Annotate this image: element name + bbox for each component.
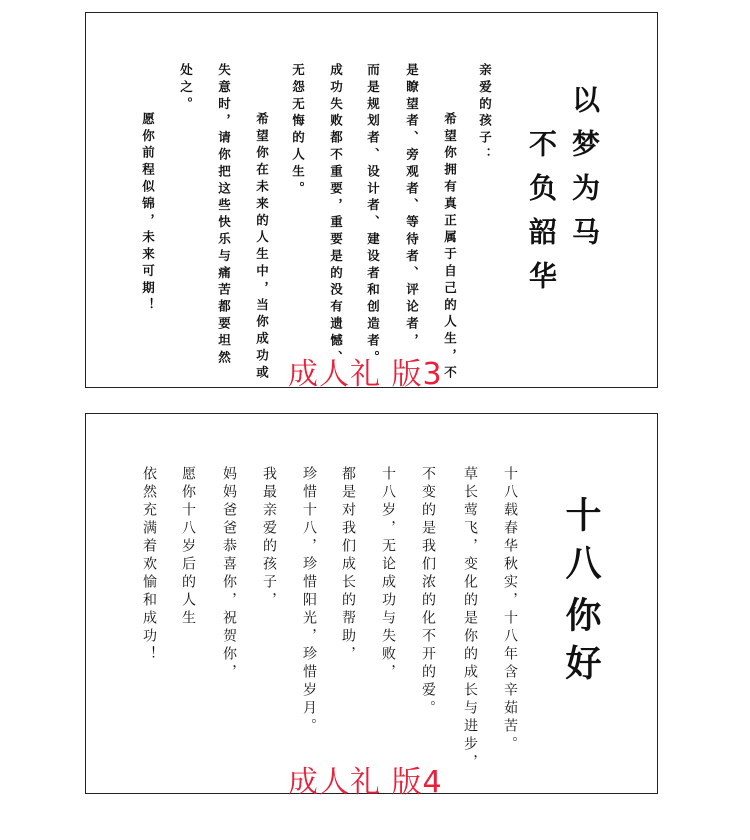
- card3-line-9: 处之。: [178, 63, 194, 114]
- card3-line-1: 亲爱的孩子：: [477, 63, 493, 165]
- card3-title-line1: 以梦为马: [568, 85, 601, 261]
- card-version-4: [85, 413, 658, 800]
- card4-version-label: 成人礼 版4: [288, 765, 443, 800]
- card4-line-2: 草长莺飞，变化的是你的成长与进步，: [462, 466, 478, 772]
- card3-line-8: 失意时，请你把这些快乐与痛苦都要坦然: [216, 63, 232, 368]
- card3-line-10: 愿你前程似锦，未来可期！: [140, 95, 156, 315]
- card3-line-2: 希望你拥有真正属于自己的人生，不: [442, 95, 458, 383]
- card4-title-line1: 十八: [560, 496, 601, 592]
- card4-line-10: 依然充满着欢愉和成功！: [141, 466, 157, 664]
- card3-title-line2: 不负韶华: [525, 129, 558, 305]
- card3-line-5: 成功失败都不重要，重要是的没有遗憾、: [328, 63, 344, 368]
- card4-line-8: 妈妈爸爸恭喜你，祝贺你，: [221, 466, 237, 682]
- card3-line-3: 是瞭望者、旁观者、等待者、评论者，: [404, 63, 420, 351]
- card3-line-6: 无怨无悔的人生。: [290, 63, 306, 199]
- card3-line-7: 希望你在未来的人生中，当你成功或: [254, 95, 270, 383]
- card4-line-1: 十八载春华秋实，十八年含辛茹苦。: [502, 466, 518, 754]
- card-version-3: [85, 12, 658, 392]
- card4-line-7: 我最亲爱的孩子，: [261, 466, 277, 610]
- card4-line-5: 都是对我们成长的帮助，: [340, 466, 356, 664]
- card4-title-line2: 你好: [560, 596, 601, 692]
- card3-line-4: 而是规划者、设计者、建设者和创造者。: [365, 63, 381, 368]
- card4-line-9: 愿你十八岁后的人生: [180, 466, 196, 628]
- card4-line-3: 不变的是我们浓的化不开的爱。: [420, 466, 436, 718]
- card3-version-label: 成人礼 版3: [288, 357, 443, 392]
- card4-line-4: 十八岁，无论成功与失败，: [380, 466, 396, 682]
- card4-line-6: 珍惜十八，珍惜阳光，珍惜岁月。: [301, 466, 317, 736]
